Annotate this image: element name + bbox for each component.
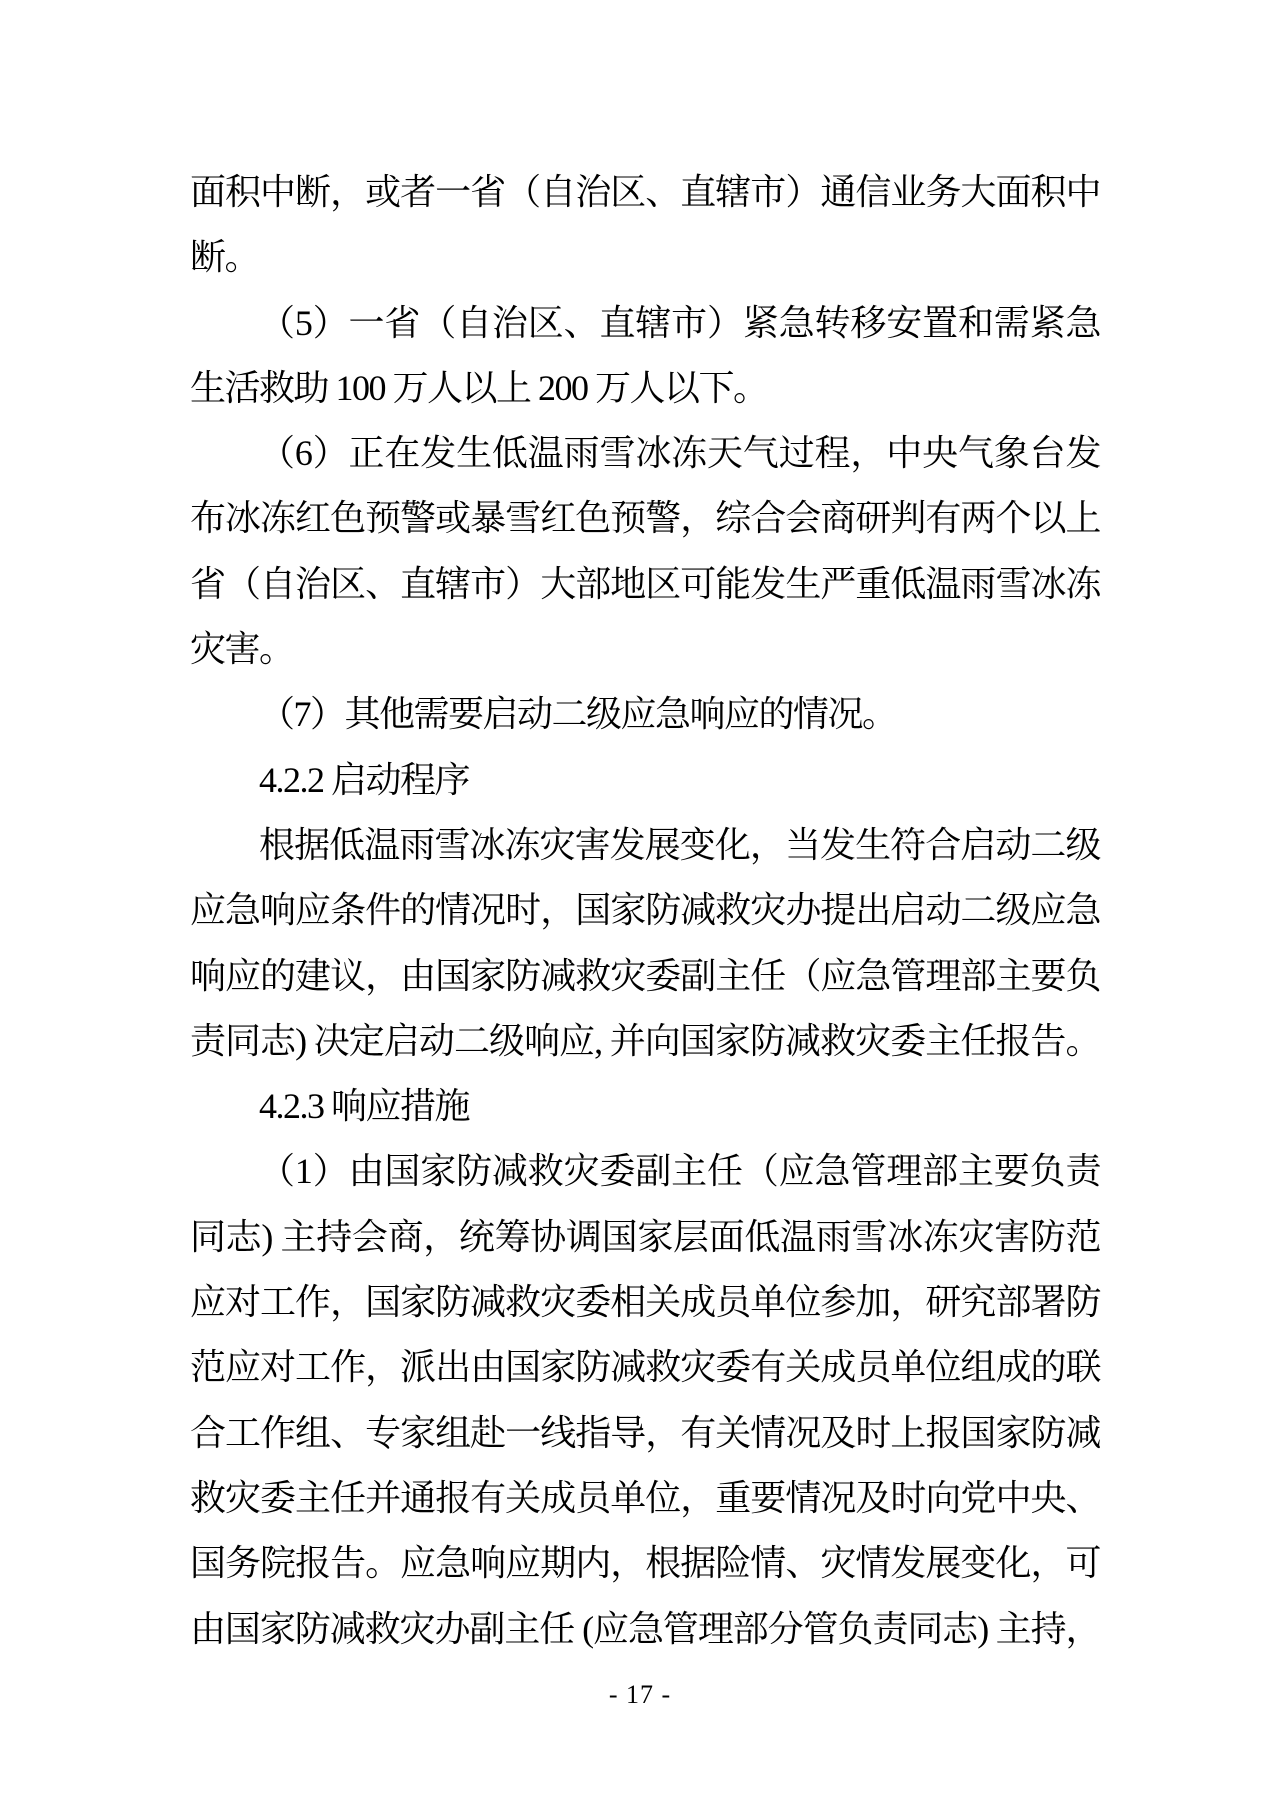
text-line: 国务院报告。应急响应期内，根据险情、灾情发展变化，可 (190, 1543, 1100, 1584)
text-line: 同志) 主持会商，统筹协调国家层面低温雨雪冰冻灾害防范 (190, 1216, 1100, 1257)
text-line: 责同志) 决定启动二级响应, 并向国家防减救灾委主任报告。 (190, 1020, 1100, 1061)
text-line: 生活救助 100 万人以上 200 万人以下。 (190, 367, 768, 408)
text-line: 合工作组、专家组赴一线指导，有关情况及时上报国家防减 (190, 1412, 1100, 1453)
text-line: （7）其他需要启动二级应急响应的情况。 (259, 694, 897, 735)
text-line: （5）一省（自治区、直辖市）紧急转移安置和需紧急 (259, 302, 1100, 343)
text-line: （1）由国家防减救灾委副主任（应急管理部主要负责 (259, 1151, 1100, 1192)
text-line: 响应的建议，由国家防减救灾委副主任（应急管理部主要负 (190, 955, 1100, 996)
text-line: 根据低温雨雪冰冻灾害发展变化，当发生符合启动二级 (259, 824, 1100, 865)
text-line: 断。 (190, 237, 260, 278)
text-line: 布冰冻红色预警或暴雪红色预警，综合会商研判有两个以上 (190, 498, 1100, 539)
text-line: 4.2.2 启动程序 (259, 759, 470, 800)
text-line: 省（自治区、直辖市）大部地区可能发生严重低温雨雪冰冻 (190, 563, 1100, 604)
page-number: - 17 - (608, 1680, 672, 1709)
document-body (190, 160, 1100, 1662)
text-line: 灾害。 (190, 629, 294, 670)
text-line: 4.2.3 响应措施 (259, 1086, 470, 1127)
text-line: 应对工作，国家防减救灾委相关成员单位参加，研究部署防 (190, 1282, 1100, 1323)
text-line: 由国家防减救灾办副主任 (应急管理部分管负责同志) 主持， (190, 1608, 1100, 1649)
text-line: 范应对工作，派出由国家防减救灾委有关成员单位组成的联 (190, 1347, 1100, 1388)
text-line: 面积中断，或者一省（自治区、直辖市）通信业务大面积中 (190, 172, 1100, 212)
text-line: 应急响应条件的情况时，国家防减救灾办提出启动二级应急 (190, 890, 1100, 931)
text-line: （6）正在发生低温雨雪冰冻天气过程，中央气象台发 (259, 433, 1100, 474)
text-line: 救灾委主任并通报有关成员单位，重要情况及时向党中央、 (190, 1477, 1100, 1518)
